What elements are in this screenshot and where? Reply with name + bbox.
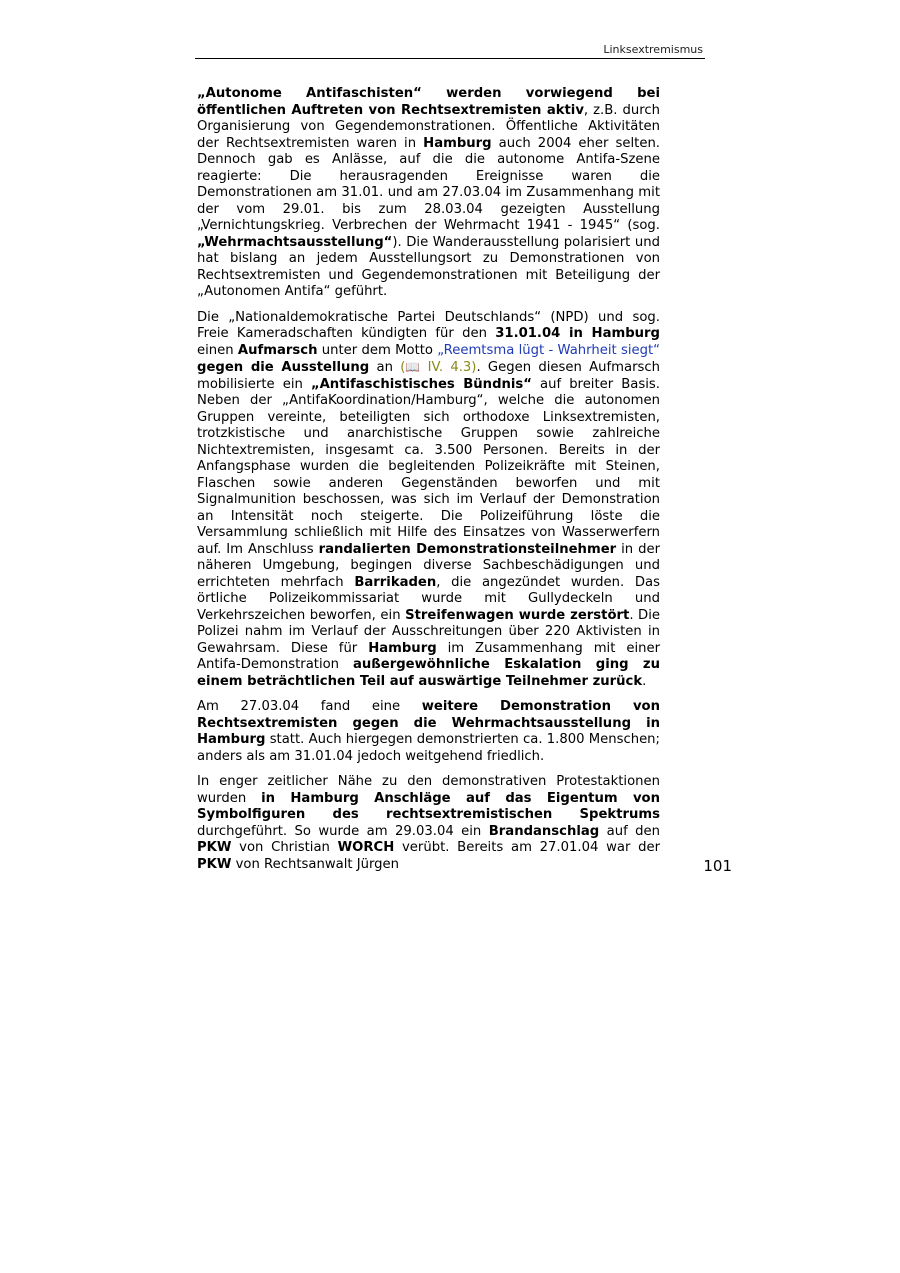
running-header: Linksextremismus	[603, 43, 703, 56]
bold-phrase: Aufmarsch	[237, 342, 318, 358]
text-span: ). Die Wanderausstellung polarisiert und hat bislang an jedem Ausstellungsort zu Demonstrationen von Rechtsextremisten und Gegendemonstrationen mit Beteiligung der „Autonomen Antifa“ geführt.	[197, 234, 660, 299]
bold-phrase: weitere Demonstration von Rechtsextremisten gegen die Wehrmachtsausstellung in Hamburg	[197, 699, 660, 747]
bold-phrase: in Hamburg Anschläge auf das Eigentum von Symbolfiguren des rechtsextremistischen Spektrums	[197, 790, 660, 822]
text-span: . Die Polizei nahm im Verlauf der Ausschreitungen über 220 Aktivisten in Gewahrsam. Diese für	[197, 607, 660, 656]
bold-phrase: 31.01.04 in Hamburg	[495, 326, 660, 341]
paragraph-4	[197, 774, 660, 873]
bold-phrase: „Antifaschistisches Bündnis“	[310, 376, 532, 392]
bold-phrase: Streifenwagen wurde zerstört	[405, 607, 630, 623]
paragraph-3	[197, 699, 660, 765]
text-span: . Gegen diesen Aufmarsch mobilisierte ein	[197, 360, 661, 392]
text-span: Die „Nationaldemokratische Partei Deutschlands“ (NPD) und sog. Freie Kameradschaften kündigten für den	[197, 309, 660, 341]
motto-link[interactable]: „Reemtsma lügt - Wahrheit siegt“	[437, 342, 660, 358]
bold-phrase: Brandanschlag	[488, 823, 600, 839]
text-span: auch 2004 eher selten. Dennoch gab es Anlässe, auf die die autonome Antifa-Szene reagierte: Die herausragenden Ereignisse waren die Demonstrationen am 31.01. und am 27.03.04 im Zusammenhang mit der vom 29.01. bis zum 28.03.04 gezeigten Ausstellung „Vernichtungskrieg. Verbrechen der Wehrmacht 1941 - 1945“ (sog.	[197, 135, 660, 233]
ref-text: IV. 4.3)	[420, 360, 477, 375]
text-span: von Christian	[231, 840, 338, 855]
text-span: von Rechtsanwalt Jürgen	[231, 856, 399, 872]
text-span: .	[642, 673, 647, 689]
bold-phrase: WORCH	[337, 840, 395, 855]
bold-phrase: PKW	[197, 840, 232, 855]
paragraph-1	[197, 86, 660, 301]
cross-reference-link[interactable]	[400, 360, 476, 375]
bold-phrase: Hamburg	[368, 640, 437, 656]
ref-open: (	[400, 360, 406, 375]
text-span: , die angezündet wurden. Das örtliche Polizeikommissariat wurde mit Gullydeckeln und Verkehrszeichen beworfen, ein	[197, 574, 660, 623]
bold-phrase: gegen die Ausstellung	[197, 360, 370, 375]
text-span: Am 27.03.04 fand eine	[197, 699, 422, 714]
bold-phrase: randalierten Demonstrationsteilnehmer	[318, 541, 617, 557]
body-text	[197, 86, 660, 882]
text-span: , z.B. durch Organisierung von Gegendemonstrationen. Öffentliche Aktivitäten der Rechtsextremisten waren in	[197, 102, 660, 151]
text-span: In enger zeitlicher Nähe zu den demonstrativen Protestaktionen wurden	[197, 774, 660, 806]
book-icon: 📖	[405, 360, 421, 374]
text-span: auf den	[599, 823, 661, 839]
bold-phrase: außergewöhnliche Eskalation ging zu einem beträchtlichen Teil auf auswärtige Teilnehmer zurück	[197, 657, 660, 689]
text-span: in der näheren Umgebung, begingen diverse Sachbeschädigungen und errichteten mehrfach	[197, 541, 660, 590]
bold-phrase: Barrikaden	[354, 574, 437, 590]
text-span: unter dem Motto	[317, 342, 438, 358]
text-span: durchgeführt. So wurde am 29.03.04 ein	[197, 823, 489, 839]
bold-phrase: Hamburg	[423, 135, 492, 151]
text-span: verübt. Bereits am 27.01.04 war der	[394, 840, 660, 855]
bold-phrase: „Autonome Antifaschisten“ werden vorwiegend bei öffentlichen Auftreten von Rechtsextremisten aktiv	[197, 86, 660, 118]
page-number: 101	[703, 857, 732, 875]
bold-phrase: „Wehrmachtsausstellung“	[197, 234, 393, 250]
text-span: an	[369, 360, 401, 375]
paragraph-2	[197, 310, 660, 691]
text-span: auf breiter Basis. Neben der „AntifaKoordination/Hamburg“, welche die autonomen Gruppen vereinte, beteiligten sich orthodoxe Linksextremisten, trotzkistische und anarchistische Gruppen sowie zahlreiche Nichtextremisten, insgesamt ca. 3.500 Personen. Bereits in der Anfangsphase wurden die begleitenden Polizeikräfte mit Steinen, Flaschen sowie anderen Gegenständen beworfen und mit Signalmunition beschossen, was sich im Verlauf der Demonstration an Intensität noch steigerte. Die Polizeiführung löste die Versammlung schließlich mit Hilfe des Einsatzes von Wasserwerfern auf. Im Anschluss	[197, 376, 660, 557]
text-span: statt. Auch hiergegen demonstrierten ca. 1.800 Menschen; anders als am 31.01.04 jedoch weitgehend friedlich.	[197, 732, 660, 764]
text-span: einen	[197, 342, 238, 358]
text-span: im Zusammenhang mit einer Antifa-Demonstration	[197, 640, 660, 672]
header-rule	[195, 58, 705, 59]
bold-phrase: PKW	[197, 856, 232, 872]
